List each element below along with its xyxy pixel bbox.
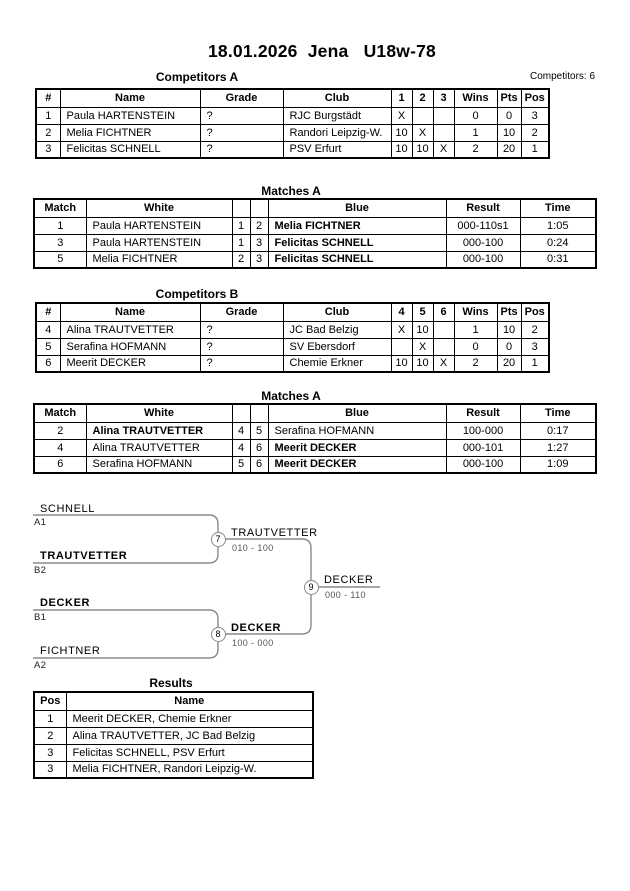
cell: 5 [36, 338, 60, 355]
header-cell: Wins [454, 303, 497, 321]
cell: Serafina HOFMANN [268, 422, 446, 439]
header-cell: Club [283, 89, 391, 107]
cell: 3 [250, 234, 268, 251]
bracket-slot-name: FICHTNER [40, 645, 101, 657]
cell: 1 [34, 217, 86, 234]
cell: ? [200, 107, 283, 124]
cell: Melia FICHTNER [86, 251, 232, 268]
cell: 1 [36, 107, 60, 124]
cell: 3 [250, 251, 268, 268]
cell: JC Bad Belzig [283, 321, 391, 338]
cell [391, 338, 412, 355]
cell: 5 [250, 422, 268, 439]
cell: 3 [34, 744, 66, 761]
header-cell: Blue [268, 199, 446, 217]
cell: 10 [391, 124, 412, 141]
table-row [34, 422, 596, 439]
cell: Paula HARTENSTEIN [86, 234, 232, 251]
header-cell [250, 404, 268, 422]
results-table [33, 691, 314, 779]
cell: 10 [497, 124, 521, 141]
cell: Melia FICHTNER, Randori Leipzig-W. [66, 761, 313, 778]
cell: 0:31 [520, 251, 596, 268]
bracket-slot-code: A2 [34, 660, 47, 671]
cell: ? [200, 141, 283, 158]
cell: 000-100 [446, 234, 520, 251]
results-title: Results [149, 676, 193, 690]
bracket-match-number: 8 [211, 627, 226, 642]
header-cell: Grade [200, 89, 283, 107]
cell: 2 [521, 321, 549, 338]
cell: 10 [412, 321, 433, 338]
table-row [36, 141, 549, 158]
cell: Alina TRAUTVETTER, JC Bad Belzig [66, 727, 313, 744]
cell: 4 [36, 321, 60, 338]
cell: 1 [521, 355, 549, 372]
table-row [36, 124, 549, 141]
matches-a-title: Matches A [261, 184, 321, 198]
competitors-a-title: Competitors A [155, 70, 239, 84]
cell: 20 [497, 355, 521, 372]
header-cell: Grade [200, 303, 283, 321]
header-cell: 1 [391, 89, 412, 107]
header-cell: Name [60, 89, 200, 107]
cell: Felicitas SCHNELL [60, 141, 200, 158]
header-cell: White [86, 404, 232, 422]
header-cell: 5 [412, 303, 433, 321]
cell: Meerit DECKER [268, 456, 446, 473]
competitors-b-title: Competitors B [155, 287, 239, 301]
header-cell: Name [66, 692, 313, 710]
cell: 3 [521, 107, 549, 124]
bracket-match-number: 9 [304, 580, 319, 595]
cell: SV Ebersdorf [283, 338, 391, 355]
matches-b-table [33, 403, 597, 474]
cell: Alina TRAUTVETTER [86, 422, 232, 439]
cell: 0 [454, 338, 497, 355]
cell: 20 [497, 141, 521, 158]
cell: ? [200, 338, 283, 355]
cell: RJC Burgstädt [283, 107, 391, 124]
cell: 0:17 [520, 422, 596, 439]
cell: 3 [34, 234, 86, 251]
bracket-match-winner: DECKER [324, 574, 374, 586]
cell: 5 [232, 456, 250, 473]
cell: 10 [391, 141, 412, 158]
header-cell: 4 [391, 303, 412, 321]
cell [433, 124, 454, 141]
cell: 10 [391, 355, 412, 372]
cell: Alina TRAUTVETTER [60, 321, 200, 338]
cell: 2 [34, 727, 66, 744]
cell: Paula HARTENSTEIN [86, 217, 232, 234]
header-cell: 2 [412, 89, 433, 107]
cell: 000-101 [446, 439, 520, 456]
header-cell: Blue [268, 404, 446, 422]
cell: 3 [34, 761, 66, 778]
cell: 000-100 [446, 251, 520, 268]
cell: 3 [36, 141, 60, 158]
table-row [34, 439, 596, 456]
table-row [34, 234, 596, 251]
cell: 4 [232, 439, 250, 456]
cell: Serafina HOFMANN [86, 456, 232, 473]
cell [433, 107, 454, 124]
cell: X [391, 107, 412, 124]
cell: ? [200, 124, 283, 141]
cell: Felicitas SCHNELL [268, 251, 446, 268]
header-row [36, 89, 549, 107]
cell: X [391, 321, 412, 338]
cell: Meerit DECKER, Chemie Erkner [66, 710, 313, 727]
header-cell: Match [34, 199, 86, 217]
table-row [36, 107, 549, 124]
table-row [34, 251, 596, 268]
cell: 1:05 [520, 217, 596, 234]
competitors-count-label: Competitors: 6 [530, 71, 596, 82]
header-cell: Time [520, 404, 596, 422]
cell [412, 107, 433, 124]
bracket-slot-name: TRAUTVETTER [40, 550, 128, 562]
cell: 4 [232, 422, 250, 439]
cell: PSV Erfurt [283, 141, 391, 158]
matches-b-title: Matches A [261, 389, 321, 403]
header-cell: Pts [497, 89, 521, 107]
cell: 1 [232, 234, 250, 251]
cell: ? [200, 355, 283, 372]
matches-a-table [33, 198, 597, 269]
header-cell: Wins [454, 89, 497, 107]
bracket-slot-code: B2 [34, 565, 47, 576]
cell: 1 [454, 124, 497, 141]
cell: 10 [412, 141, 433, 158]
cell: 1:09 [520, 456, 596, 473]
header-cell: Pos [521, 89, 549, 107]
bracket-match-score: 100 - 000 [232, 638, 274, 648]
cell: 2 [232, 251, 250, 268]
cell: 2 [34, 422, 86, 439]
table-row [34, 761, 313, 778]
cell: X [412, 338, 433, 355]
header-cell: # [36, 303, 60, 321]
cell: 2 [454, 355, 497, 372]
competitors-b-table [35, 302, 550, 373]
header-cell [232, 404, 250, 422]
cell: 2 [454, 141, 497, 158]
cell: Felicitas SCHNELL, PSV Erfurt [66, 744, 313, 761]
bracket-slot-name: DECKER [40, 597, 91, 609]
cell: 000-110s1 [446, 217, 520, 234]
cell: 4 [34, 439, 86, 456]
table-row [36, 321, 549, 338]
bracket-match-score: 000 - 110 [325, 590, 366, 600]
cell: 2 [250, 217, 268, 234]
competitors-a-table [35, 88, 550, 159]
cell: Meerit DECKER [268, 439, 446, 456]
table-row [36, 338, 549, 355]
header-row [34, 692, 313, 710]
cell: 1 [34, 710, 66, 727]
page-title: 18.01.2026 Jena U18w-78 [208, 41, 436, 61]
cell: 3 [521, 338, 549, 355]
cell: 0:24 [520, 234, 596, 251]
bracket-match-winner: TRAUTVETTER [231, 527, 318, 539]
table-row [36, 355, 549, 372]
cell: 5 [34, 251, 86, 268]
cell: Serafina HOFMANN [60, 338, 200, 355]
header-cell: Club [283, 303, 391, 321]
cell [433, 338, 454, 355]
header-row [34, 404, 596, 422]
cell: 100-000 [446, 422, 520, 439]
cell: 1 [521, 141, 549, 158]
cell: 6 [34, 456, 86, 473]
bracket-slot-code: B1 [34, 612, 47, 623]
bracket-match-number: 7 [211, 532, 226, 547]
header-cell: Pos [34, 692, 66, 710]
cell: 2 [36, 124, 60, 141]
cell: X [412, 124, 433, 141]
cell: Alina TRAUTVETTER [86, 439, 232, 456]
header-cell: Pos [521, 303, 549, 321]
header-cell: Match [34, 404, 86, 422]
cell: 10 [412, 355, 433, 372]
header-cell [232, 199, 250, 217]
table-row [34, 710, 313, 727]
cell: ? [200, 321, 283, 338]
cell: X [433, 141, 454, 158]
cell: 1:27 [520, 439, 596, 456]
cell: 0 [497, 338, 521, 355]
header-cell: Result [446, 199, 520, 217]
cell: Randori Leipzig-W. [283, 124, 391, 141]
cell: Melia FICHTNER [60, 124, 200, 141]
bracket-match-winner: DECKER [231, 622, 282, 634]
table-row [34, 456, 596, 473]
cell: 0 [454, 107, 497, 124]
table-row [34, 217, 596, 234]
cell: Melia FICHTNER [268, 217, 446, 234]
cell: 2 [521, 124, 549, 141]
header-cell: Name [60, 303, 200, 321]
cell: 10 [497, 321, 521, 338]
cell: 000-100 [446, 456, 520, 473]
header-cell: 3 [433, 89, 454, 107]
header-cell: 6 [433, 303, 454, 321]
table-row [34, 744, 313, 761]
cell: 6 [36, 355, 60, 372]
header-cell: Time [520, 199, 596, 217]
bracket-match-score: 010 - 100 [232, 543, 274, 553]
header-row [36, 303, 549, 321]
header-cell [250, 199, 268, 217]
cell: Meerit DECKER [60, 355, 200, 372]
cell: Paula HARTENSTEIN [60, 107, 200, 124]
cell: 6 [250, 456, 268, 473]
table-row [34, 727, 313, 744]
bracket-slot-code: A1 [34, 517, 47, 528]
cell: 1 [454, 321, 497, 338]
cell: Chemie Erkner [283, 355, 391, 372]
cell: X [433, 355, 454, 372]
bracket-slot-name: SCHNELL [40, 503, 95, 515]
cell: 1 [232, 217, 250, 234]
cell: Felicitas SCHNELL [268, 234, 446, 251]
cell [433, 321, 454, 338]
cell: 6 [250, 439, 268, 456]
header-cell: White [86, 199, 232, 217]
header-row [34, 199, 596, 217]
header-cell: # [36, 89, 60, 107]
header-cell: Pts [497, 303, 521, 321]
header-cell: Result [446, 404, 520, 422]
cell: 0 [497, 107, 521, 124]
